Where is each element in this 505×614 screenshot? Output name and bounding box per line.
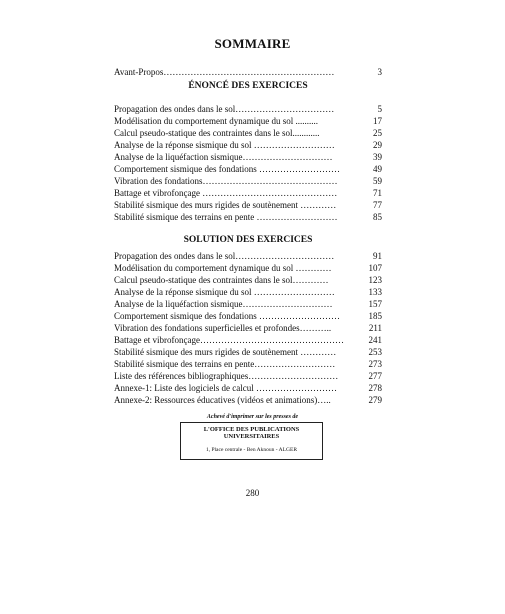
toc-entry-text: Propagation des ondes dans le sol…………………………… <box>114 251 335 261</box>
toc-entry-text: Battage et vibrofonçage………………………………………… <box>114 335 344 345</box>
imprint-address: 1, Place centrale - Ben Aknoun - ALGER <box>205 447 298 453</box>
toc-entry-page: 91 <box>373 251 382 261</box>
toc-entry-text: Analyse de la réponse sismique du sol ……………………… <box>114 287 335 297</box>
toc-entry <box>114 370 382 382</box>
toc-entry-text: Modélisation du comportement dynamique du sol ………… <box>114 263 332 273</box>
toc-entry <box>114 163 382 175</box>
imprint-box <box>180 422 323 460</box>
toc-entry-text: Analyse de la réponse sismique du sol ……………………… <box>114 140 335 150</box>
toc-entry-text: Annexe-2: Ressources éducatives (vidéos et animations)….. <box>114 395 331 405</box>
toc-entry-avant-propos <box>114 66 382 78</box>
toc-entry-text: Battage et vibrofonçage ……………………………………… <box>114 188 338 198</box>
toc-entry-text: Vibration des fondations superficielles et profondes……….. <box>114 323 332 333</box>
toc-entry-page: 71 <box>373 188 382 198</box>
toc-entry-page: 185 <box>368 311 382 321</box>
imprint-publisher-line2: UNIVERSITAIRES <box>223 433 280 440</box>
toc-entry <box>114 286 382 298</box>
toc-entry-page: 29 <box>373 140 382 150</box>
page-number: 280 <box>245 488 260 498</box>
toc-entry <box>114 127 382 139</box>
toc-entry-page: 157 <box>368 299 382 309</box>
toc-entry <box>114 175 382 187</box>
toc-entry-text: Vibration des fondations……………………………………… <box>114 176 338 186</box>
toc-entry <box>114 139 382 151</box>
toc-entry-page: 85 <box>373 212 382 222</box>
toc-entry-page: 77 <box>373 200 382 210</box>
toc-entry <box>114 199 382 211</box>
toc-entry-page: 49 <box>373 164 382 174</box>
toc-entry <box>114 394 382 406</box>
toc-entry-page: 273 <box>368 359 382 369</box>
imprint-caption: Achevé d'imprimer sur les presses de <box>206 414 299 420</box>
toc-entry-page: 253 <box>368 347 382 357</box>
toc-entry-page: 123 <box>368 275 382 285</box>
toc-entry-text: Calcul pseudo-statique des contraintes dans le sol………… <box>114 275 329 285</box>
toc-entry-text: Comportement sismique des fondations ……………………… <box>114 164 340 174</box>
toc-entry <box>114 382 382 394</box>
toc-entry-page: 3 <box>377 67 382 77</box>
toc-entry <box>114 346 382 358</box>
toc-entry-text: Annexe-1: Liste des logiciels de calcul ……………………… <box>114 383 337 393</box>
toc-entry-page: 25 <box>373 128 382 138</box>
toc-entry-text: Propagation des ondes dans le sol…………………………… <box>114 104 335 114</box>
toc-entry <box>114 187 382 199</box>
page-title: SOMMAIRE <box>214 36 291 51</box>
toc-entry <box>114 310 382 322</box>
imprint-publisher-line1: L'OFFICE DES PUBLICATIONS <box>203 426 300 433</box>
toc-entry-text: Liste des références bibliographiques………………………… <box>114 371 339 381</box>
toc-entry <box>114 151 382 163</box>
toc-entry-text: Stabilité sismique des terrains en pente……………………… <box>114 359 336 369</box>
toc-entry-page: 133 <box>368 287 382 297</box>
toc-entry-text: Avant-Propos………………………………………………… <box>114 67 335 77</box>
toc-entry-page: 211 <box>368 323 382 333</box>
toc-entry-page: 5 <box>377 104 382 114</box>
toc-entry-text: Stabilité sismique des terrains en pente ……………………… <box>114 212 338 222</box>
toc-entry-page: 241 <box>368 335 382 345</box>
toc-entry-page: 39 <box>373 152 382 162</box>
toc-entry-page: 277 <box>368 371 382 381</box>
toc-entry-text: Stabilité sismique des murs rigides de soutènement ………… <box>114 347 337 357</box>
section-heading-enonce: ÉNONCÉ DES EXERCICES <box>188 81 308 91</box>
toc-entry <box>114 298 382 310</box>
toc-entry <box>114 262 382 274</box>
toc-entry <box>114 274 382 286</box>
toc-entry <box>114 115 382 127</box>
toc-entry <box>114 322 382 334</box>
toc-entry-page: 278 <box>368 383 382 393</box>
toc-entry-page: 279 <box>368 395 382 405</box>
toc-entry-text: Analyse de la liquéfaction sismique………………………… <box>114 299 333 309</box>
toc-entry-page: 17 <box>373 116 382 126</box>
toc-entry-page: 59 <box>373 176 382 186</box>
section-heading-solution: SOLUTION DES EXERCICES <box>183 235 313 245</box>
toc-entry-text: Comportement sismique des fondations ……………………… <box>114 311 340 321</box>
toc-entry-text: Stabilité sismique des murs rigides de soutènement ………… <box>114 200 337 210</box>
toc-entry <box>114 211 382 223</box>
toc-entry-text: Analyse de la liquéfaction sismique………………………… <box>114 152 333 162</box>
toc-entry <box>114 334 382 346</box>
toc-entry-text: Calcul pseudo-statique des contraintes dans le sol............ <box>114 128 320 138</box>
toc-entry <box>114 103 382 115</box>
toc-entry-page: 107 <box>368 263 382 273</box>
toc-entry <box>114 358 382 370</box>
toc-entry <box>114 250 382 262</box>
toc-entry-text: Modélisation du comportement dynamique du sol .......... <box>114 116 318 126</box>
